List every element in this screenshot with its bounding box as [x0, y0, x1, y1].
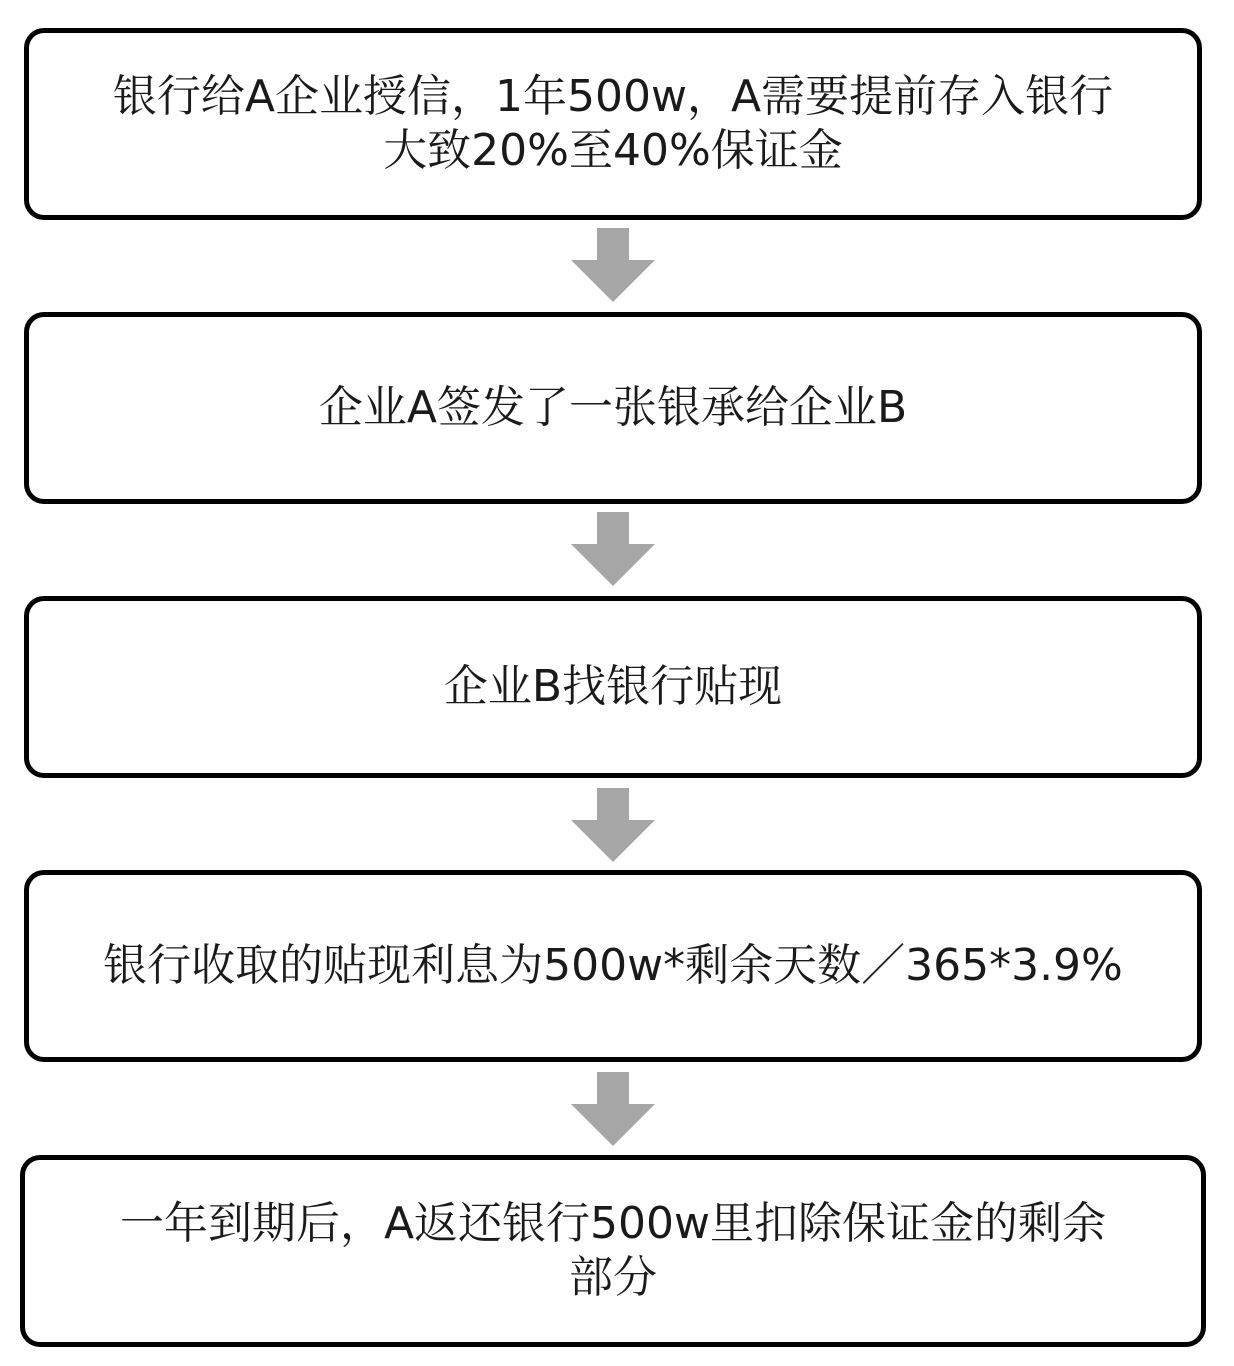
flow-step-text: 企业B找银行贴现	[443, 661, 783, 712]
flow-step-text: 一年到期后，A返还银行500w里扣除保证金的剩余 部分	[119, 1198, 1107, 1303]
down-arrow-icon	[571, 1072, 655, 1146]
down-arrow-icon	[571, 228, 655, 302]
flow-step-repayment	[20, 1155, 1206, 1347]
flow-step-credit-line	[24, 28, 1202, 220]
flow-step-text: 企业A签发了一张银承给企业B	[318, 382, 908, 433]
flow-step-discount	[24, 596, 1202, 778]
down-arrow-icon	[571, 788, 655, 862]
flow-step-issue-acceptance	[24, 312, 1202, 504]
flow-step-text: 银行给A企业授信，1年500w，A需要提前存入银行 大致20%至40%保证金	[112, 71, 1114, 176]
flow-step-text: 银行收取的贴现利息为500w*剩余天数／365*3.9%	[103, 940, 1123, 991]
down-arrow-icon	[571, 512, 655, 586]
flow-step-discount-interest	[24, 870, 1202, 1062]
